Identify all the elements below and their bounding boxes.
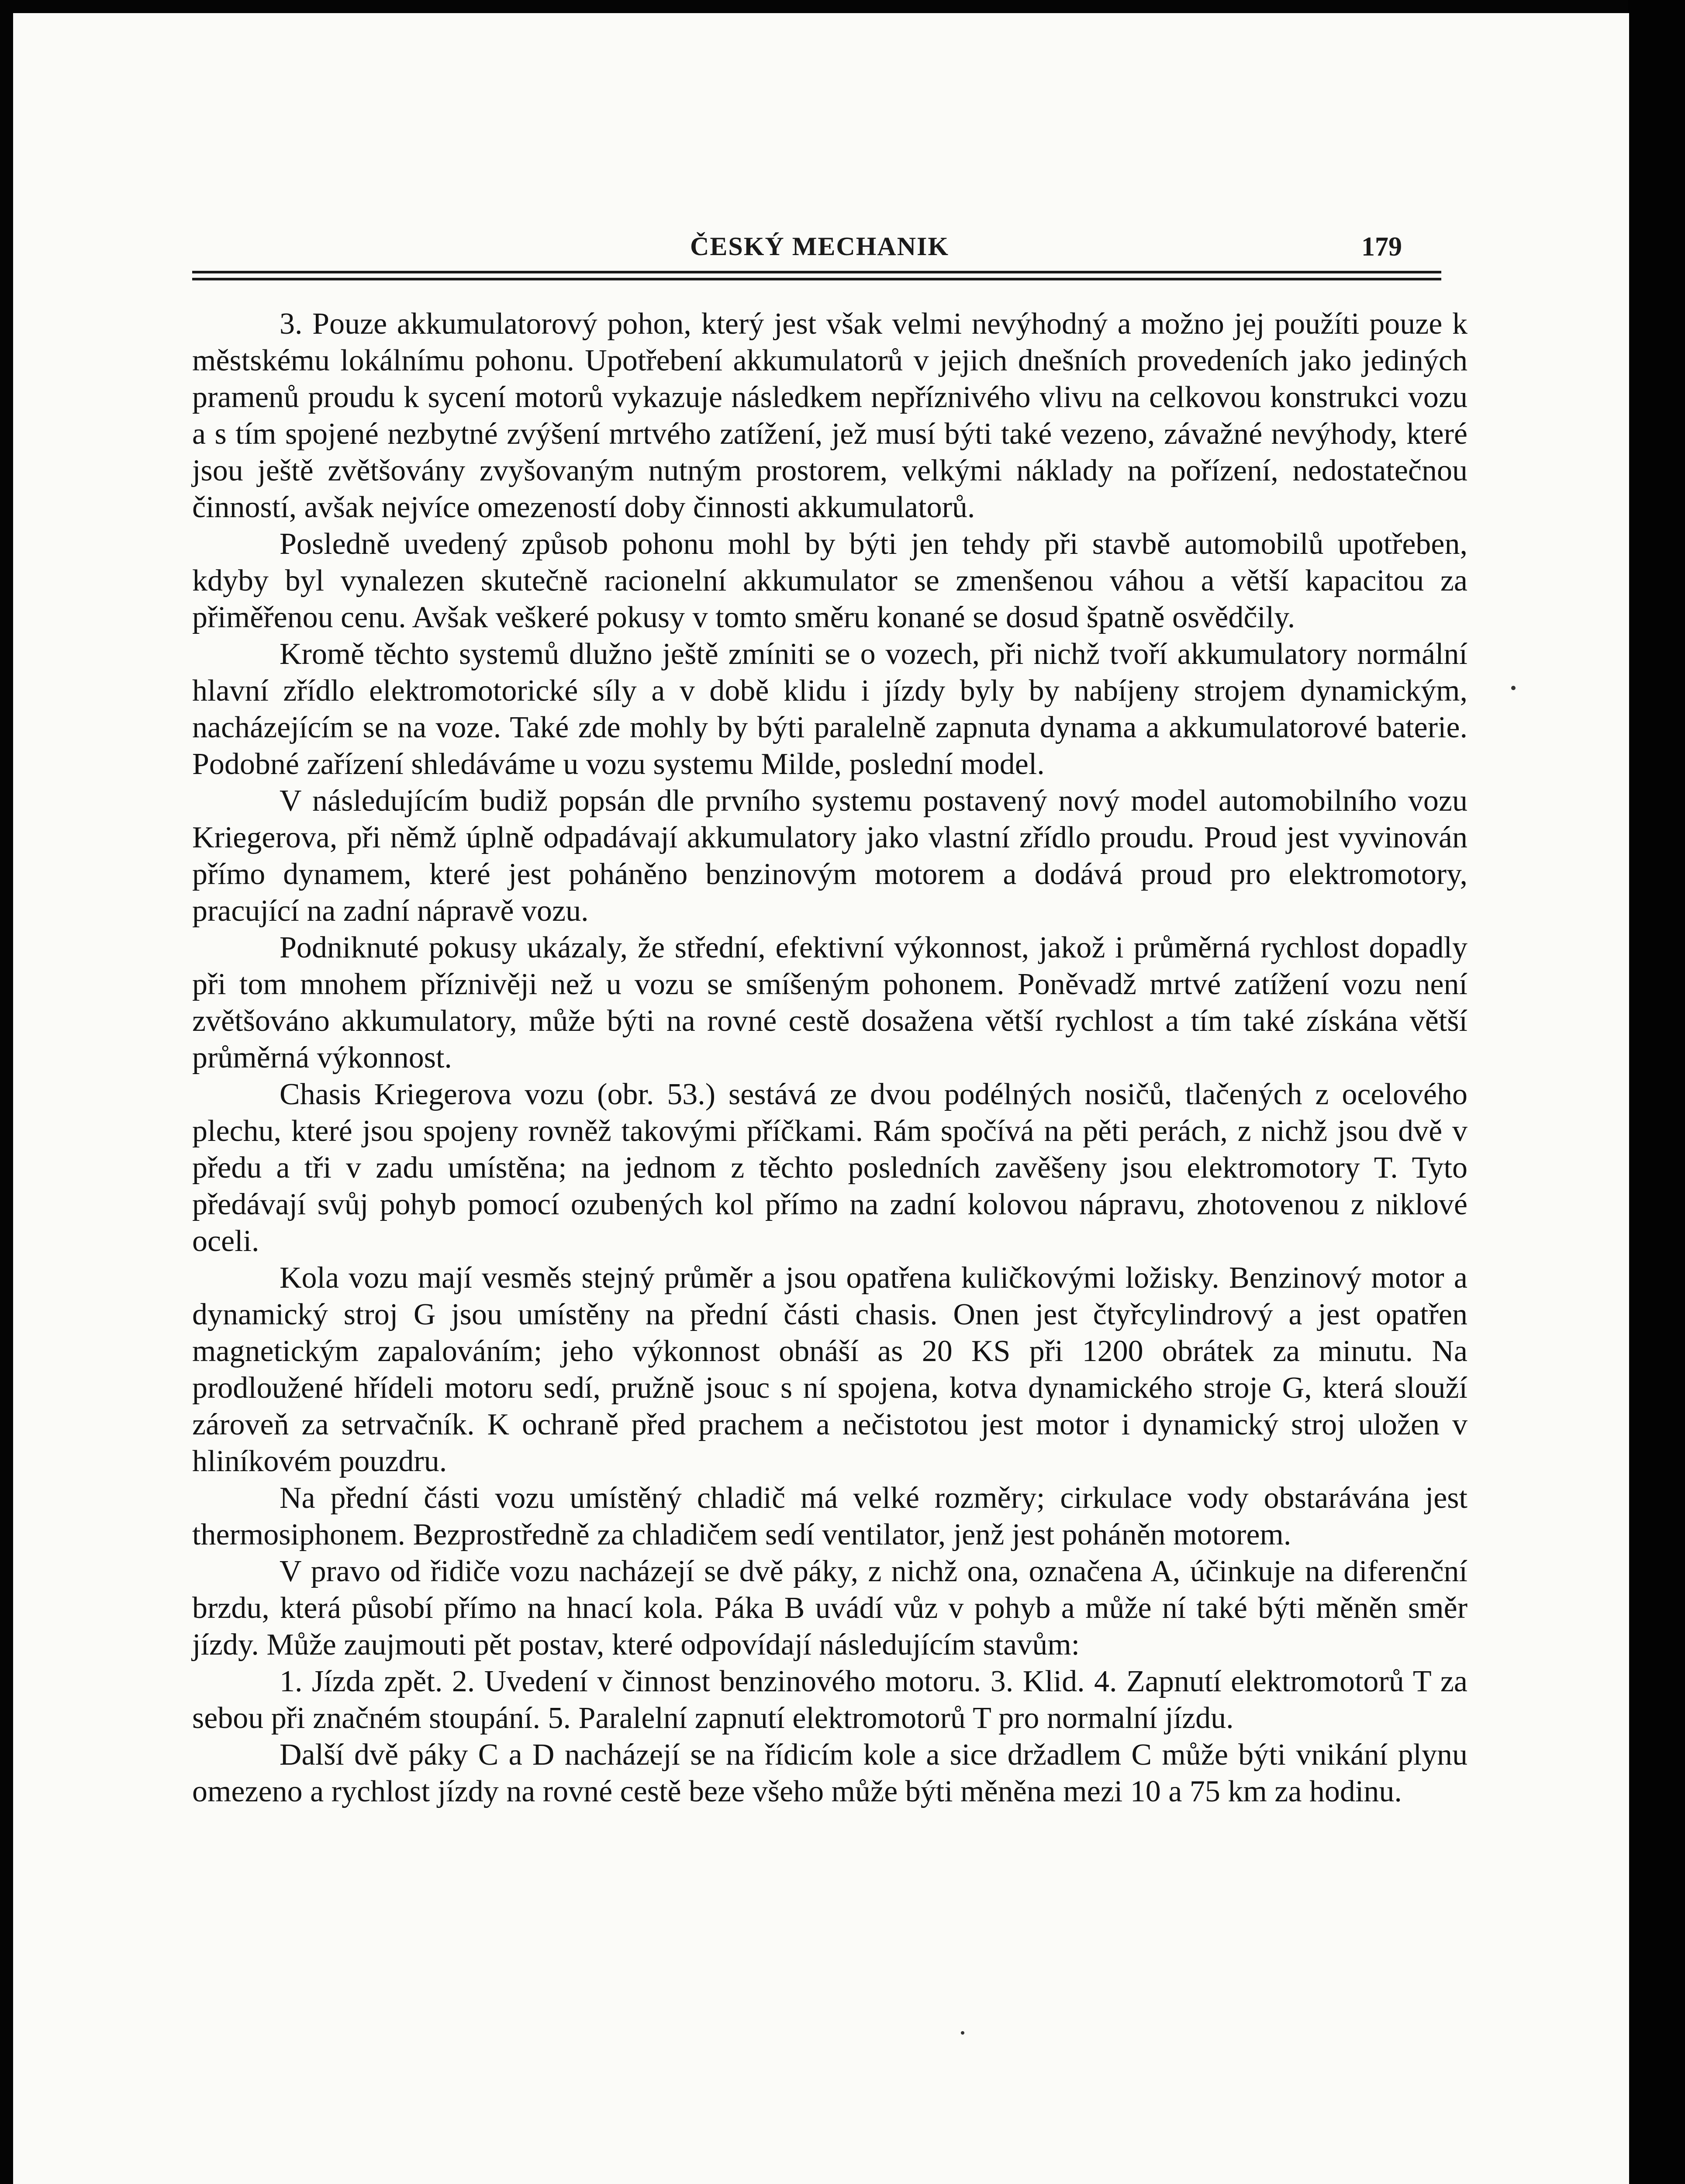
scan-speck [961, 2031, 964, 2035]
header-rule [192, 271, 1441, 273]
paragraph: 3. Pouze akkumulatorový pohon, který jest však velmi nevýhodný a možno jej použíti pouze k městskému lokálnímu pohonu. Upotřebení akkumulatorů v jejich dnešních provedeních jako jediných pramenů proudu k sycení motorů vykazuje následkem nepříznivého vlivu na celkovou konstrukci vozu a s tím spojené nezbytné zvýšení mrtvého zatížení, jež musí býti také vezeno, závažné nevýhody, které jsou ještě zvětšovány zvyšovaným nutným prostorem, velkými náklady na pořízení, nedostatečnou činností, avšak nejvíce omezeností doby činnosti akkumulatorů. [192, 307, 1467, 524]
scan-speck [1511, 686, 1516, 690]
paragraph: Kromě těchto systemů dlužno ještě zmíniti se o vozech, při nichž tvoří akkumulatory normální hlavní zřídlo elektromotorické síly a v době klidu i jízdy byly by nabíjeny strojem dynamickým, nacházejícím se na voze. Také zde mohly by býti paralelně zapnuta dynama a akkumulatorové baterie. Podobné zařízení shledáváme u vozu systemu Milde, poslední model. [192, 637, 1467, 781]
header-rule [192, 278, 1441, 280]
paragraph: Posledně uvedený způsob pohonu mohl by býti jen tehdy při stavbě automobilů upotřeben, kdyby byl vynalezen skutečně racionelní akkumulator se zmenšenou váhou a větší kapacitou za přiměřenou cenu. Avšak veškeré pokusy v tomto směru konané se dosud špatně osvědčily. [192, 527, 1467, 634]
paragraph: Podniknuté pokusy ukázaly, že střední, efektivní výkonnost, jakož i průměrná rychlost dopadly při tom mnohem příznivěji než u vozu se smíšeným pohonem. Poněvadž mrtvé zatížení vozu není zvětšováno akkumulatory, může býti na rovné cestě dosažena větší rychlost a tím také získána větší průměrná výkonnost. [192, 931, 1467, 1075]
article-body [192, 306, 1467, 1810]
paragraph: V pravo od řidiče vozu nacházejí se dvě páky, z nichž ona, označena A, účinkuje na diferenční brzdu, která působí přímo na hnací kola. Páka B uvádí vůz v pohyb a může ní také býti měněn směr jízdy. Může zaujmouti pět postav, které odpovídají následujícím stavům: [192, 1555, 1467, 1662]
paragraph: Kola vozu mají vesměs stejný průměr a jsou opatřena kuličkovými ložisky. Benzinový motor a dynamický stroj G jsou umístěny na přední části chasis. Onen jest čtyřcylindrový a jest opatřen magnetickým zapalováním; jeho výkonnost obnáší as 20 KS při 1200 obrátek za minutu. Na prodloužené hřídeli motoru sedí, pružně jsouc s ní spojena, kotva dynamického stroje G, která slouží zároveň za setrvačník. K ochraně před prachem a nečistotou jest motor i dynamický stroj uložen v hliníkovém pouzdru. [192, 1261, 1467, 1478]
paragraph: Další dvě páky C a D nacházejí se na řídicím kole a sice držadlem C může býti vnikání plynu omezeno a rychlost jízdy na rovné cestě beze všeho může býti měněna mezi 10 a 75 km za hodinu. [192, 1738, 1467, 1808]
paragraph: V následujícím budiž popsán dle prvního systemu postavený nový model automobilního vozu Kriegerova, při němž úplně odpadávají akkumulatory jako vlastní zřídlo proudu. Proud jest vyvinován přímo dynamem, které jest poháněno benzinovým motorem a dodává proud pro elektromotory, pracující na zadní nápravě vozu. [192, 784, 1467, 928]
scan-edge [1628, 0, 1685, 2184]
running-header [192, 232, 1441, 266]
paragraph: Na přední části vozu umístěný chladič má velké rozměry; cirkulace vody obstarávána jest thermosiphonem. Bezprostředně za chladičem sedí ventilator, jenž jest poháněn motorem. [192, 1481, 1467, 1552]
paragraph: 1. Jízda zpět. 2. Uvedení v činnost benzinového motoru. 3. Klid. 4. Zapnutí elektromotorů T za sebou při značném stoupání. 5. Paralelní zapnutí elektromotorů T pro normalní jízdu. [192, 1665, 1467, 1735]
page-number: 179 [1361, 232, 1402, 262]
paragraph: Chasis Kriegerova vozu (obr. 53.) sestává ze dvou podélných nosičů, tlačených z ocelového plechu, které jsou spojeny rovněž takovými příčkami. Rám spočívá na pěti perách, z nichž jsou dvě v předu a tři v zadu umístěna; na jednom z těchto posledních zavěšeny jsou elektromotory T. Tyto předávají svůj pohyb pomocí ozubených kol přímo na zadní kolovou nápravu, zhotovenou z niklové oceli. [192, 1078, 1467, 1258]
journal-title: ČESKÝ MECHANIK [690, 232, 950, 261]
